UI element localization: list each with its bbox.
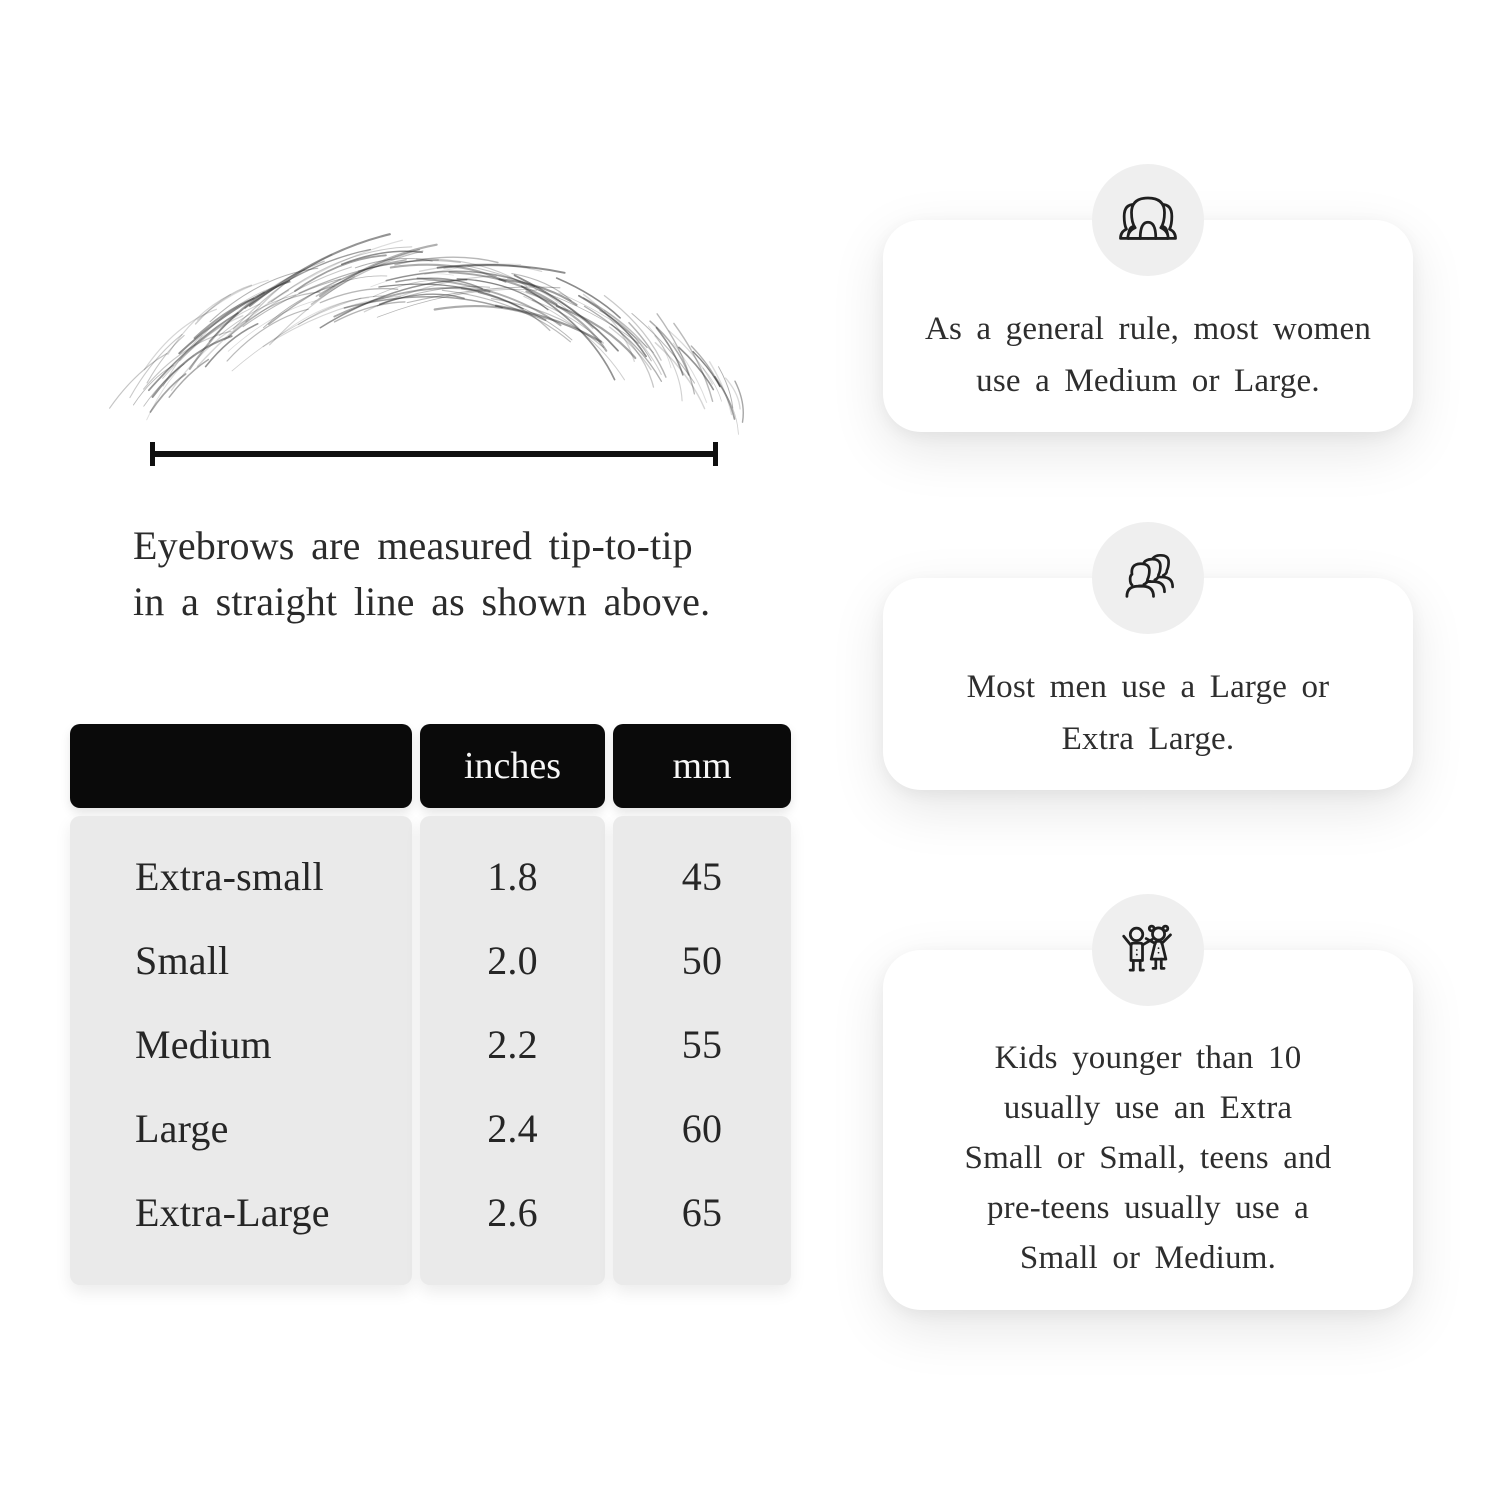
men-card-text [883, 578, 1413, 790]
table-cell-mm: 60 [681, 1105, 723, 1151]
info-card-kids [883, 950, 1413, 1310]
table-cell-size-label: Medium [135, 1021, 272, 1067]
measure-right-tick [713, 442, 718, 466]
table-cell-size-label: Small [135, 937, 230, 983]
size-table-inches-column [420, 816, 605, 1285]
kids-card-text [883, 950, 1413, 1310]
table-cell-inches: 1.8 [487, 853, 538, 899]
caption-line: Eyebrows are measured tip-to-tip [133, 523, 693, 568]
table-cell-inches: 2.0 [487, 937, 538, 983]
table-cell-mm: 45 [681, 853, 723, 899]
card-text-line: Small or Medium. [1019, 1240, 1277, 1276]
table-cell-inches: 2.4 [487, 1105, 538, 1151]
card-text-line: usually use an Extra [1003, 1090, 1293, 1126]
size-table-header-inches: inches [420, 724, 605, 808]
info-card-men [883, 578, 1413, 790]
eyebrow-illustration [100, 212, 780, 442]
card-text-line: use a Medium or Large. [976, 363, 1320, 399]
table-cell-size-label: Extra-Large [135, 1189, 330, 1235]
info-card-women [883, 220, 1413, 432]
table-cell-mm: 55 [681, 1021, 723, 1067]
table-cell-size-label: Extra-small [135, 853, 324, 899]
table-cell-mm: 50 [681, 937, 723, 983]
card-text-line: pre-teens usually use a [986, 1190, 1310, 1226]
measure-bar [155, 451, 713, 457]
card-text-line: Small or Small, teens and [964, 1140, 1332, 1176]
caption-line: in a straight line as shown above. [133, 579, 711, 624]
table-cell-size-label: Large [135, 1105, 229, 1151]
size-table-mm-column [613, 816, 791, 1285]
measurement-caption [133, 518, 748, 630]
card-text-line: As a general rule, most women [924, 311, 1372, 347]
women-card-text [883, 220, 1413, 432]
table-cell-inches: 2.2 [487, 1021, 538, 1067]
size-table [70, 724, 790, 1285]
measurement-line [150, 442, 718, 466]
table-cell-mm: 65 [681, 1189, 723, 1235]
card-text-line: Extra Large. [1061, 721, 1235, 757]
card-text-line: Kids younger than 10 [994, 1040, 1302, 1076]
card-text-line: Most men use a Large or [966, 669, 1330, 705]
size-table-label-column [70, 816, 412, 1285]
table-cell-inches: 2.6 [487, 1189, 538, 1235]
size-table-header-blank [70, 724, 412, 808]
size-table-header-mm: mm [613, 724, 791, 808]
